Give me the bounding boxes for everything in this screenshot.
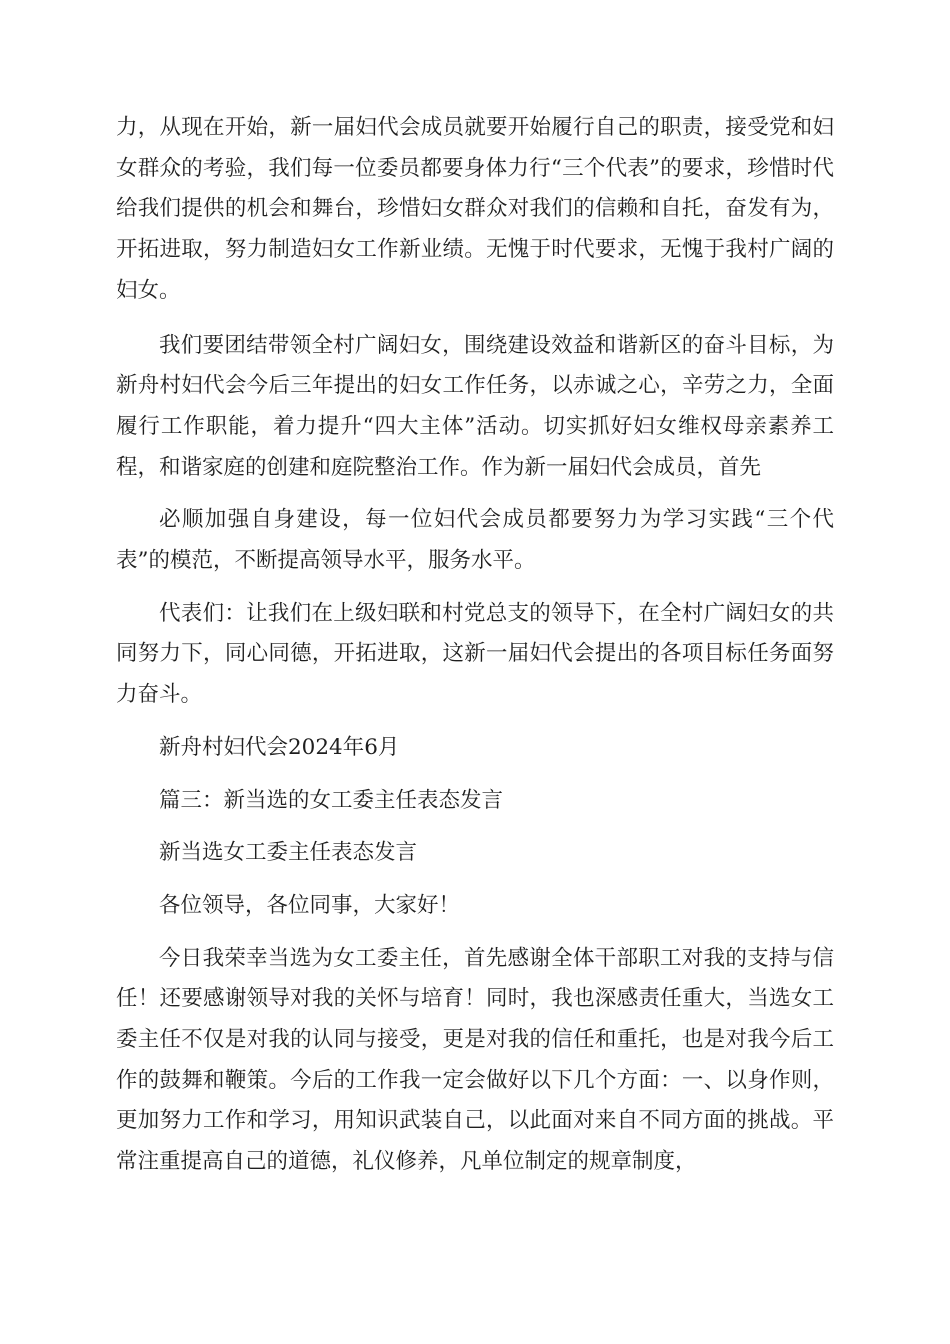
document-body xyxy=(116,108,834,1183)
paragraph-speech-body: 今日我荣幸当选为女工委主任，首先感谢全体干部职工对我的支持与信任！还要感谢领导对我的关怀与培育！同时，我也深感责任重大，当选女工委主任不仅是对我的认同与接受，更是对我的信任和重托，也是对我今后工作的鼓舞和鞭策。今后的工作我一定会做好以下几个方面：一、以身作则，更加努力工作和学习，用知识武装自己，以此面对来自不同方面的挑战。平常注重提高自己的道德，礼仪修养，凡单位制定的规章制度， xyxy=(116,945,834,1175)
signature-date: 新舟村妇代会2024年6月 xyxy=(159,734,400,760)
paragraph-continuation: 力，从现在开始，新一届妇代会成员就要开始履行自己的职责，接受党和妇女群众的考验，我们每一位委员都要身体力行“三个代表”的要求，珍惜时代给我们提供的机会和舞台，珍惜妇女群众对我们的信赖和自托，奋发有为，开拓进取，努力制造妇女工作新业绩。无愧于时代要求，无愧于我村广阔的妇女。 xyxy=(116,115,834,303)
section-heading: 篇三：新当选的女工委主任表态发言 xyxy=(159,787,504,813)
greeting: 各位领导，各位同事，大家好！ xyxy=(159,892,461,918)
paragraph-self-building: 必顺加强自身建设，每一位妇代会成员都要努力为学习实践“三个代表”的模范，不断提高领导水平，服务水平。 xyxy=(116,507,834,574)
paragraph-representatives: 代表们：让我们在上级妇联和村党总支的领导下，在全村广阔妇女的共同努力下，同心同德，开拓进取，这新一届妇代会提出的各项目标任务面努力奋斗。 xyxy=(116,600,834,708)
speech-title: 新当选女工委主任表态发言 xyxy=(159,840,418,866)
paragraph-unite-women: 我们要团结带领全村广阔妇女，围绕建设效益和谐新区的奋斗目标，为新舟村妇代会今后三年提出的妇女工作任务，以赤诚之心，辛劳之力，全面履行工作职能，着力提升“四大主体”活动。切实抓好妇女维权母亲素养工程，和谐家庭的创建和庭院整治工作。作为新一届妇代会成员，首先 xyxy=(116,332,834,480)
